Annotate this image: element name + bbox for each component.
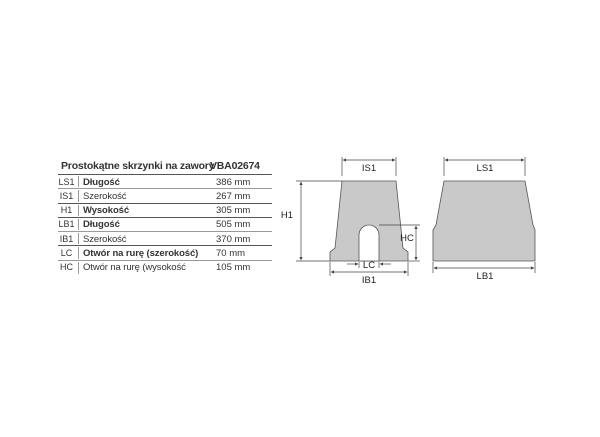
label-is1: IS1 bbox=[361, 163, 377, 174]
label-lc: LC bbox=[362, 260, 376, 271]
row-value: 305 mm bbox=[216, 205, 251, 217]
row-symbol: LC bbox=[60, 247, 73, 258]
row-value: 267 mm bbox=[216, 190, 251, 202]
row-symbol: H1 bbox=[60, 205, 73, 216]
row-name: Szerokość bbox=[83, 190, 127, 202]
box-front-view bbox=[433, 181, 535, 261]
row-symbol: IB1 bbox=[59, 233, 74, 244]
box-front-body bbox=[433, 181, 535, 261]
row-value: 370 mm bbox=[216, 233, 251, 245]
row-name: Długość bbox=[83, 219, 120, 231]
product-title: Prostokątne skrzynki na zawory bbox=[61, 160, 215, 172]
row-symbol: HC bbox=[60, 262, 73, 273]
label-ls1: LS1 bbox=[476, 163, 494, 174]
pipe-opening bbox=[359, 225, 379, 261]
box-side-view bbox=[330, 181, 408, 261]
label-hc: HC bbox=[400, 233, 414, 244]
row-name: Otwór na rurę (szerokość) bbox=[83, 247, 199, 259]
label-h1: H1 bbox=[280, 210, 294, 221]
row-value: 386 mm bbox=[216, 176, 251, 188]
row-value: 105 mm bbox=[216, 262, 251, 274]
row-symbol: IS1 bbox=[59, 190, 74, 201]
product-code: VBA02674 bbox=[210, 160, 260, 172]
row-name: Wysokość bbox=[83, 205, 130, 217]
row-symbol: LS1 bbox=[58, 176, 75, 187]
row-name: Otwór na rurę (wysokość bbox=[83, 262, 186, 274]
row-symbol: LB1 bbox=[58, 219, 75, 230]
row-name: Długość bbox=[83, 176, 120, 188]
label-lb1: LB1 bbox=[476, 271, 494, 282]
row-value: 70 mm bbox=[216, 247, 246, 259]
row-name: Szerokość bbox=[83, 233, 127, 245]
label-ib1: IB1 bbox=[361, 275, 377, 286]
row-value: 505 mm bbox=[216, 219, 251, 231]
